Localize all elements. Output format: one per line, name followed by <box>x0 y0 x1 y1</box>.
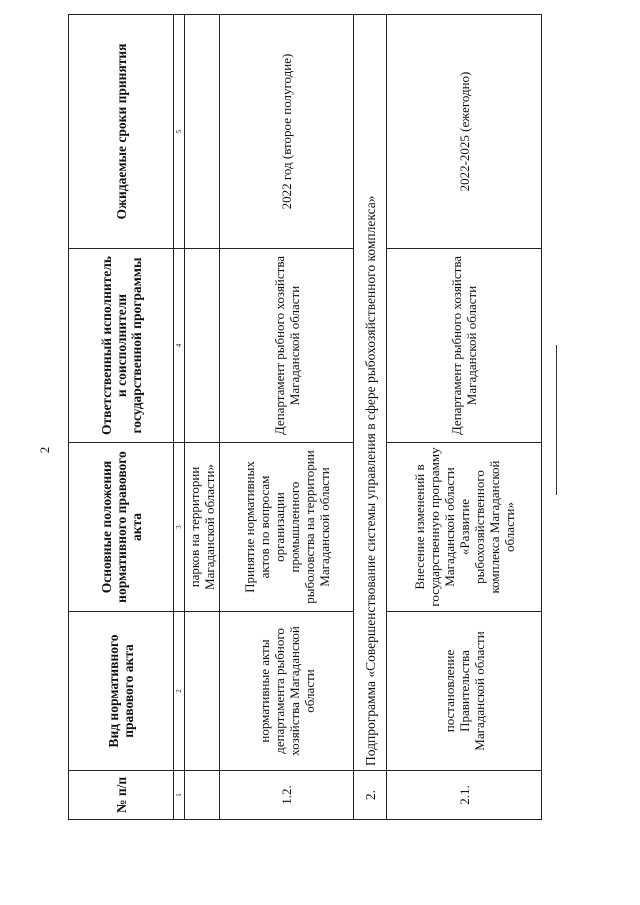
column-number: 1 <box>174 771 185 820</box>
table-header-row <box>69 15 174 820</box>
table-cell <box>185 612 220 771</box>
table-cell <box>185 771 220 820</box>
subprogram-row <box>354 15 387 820</box>
header-deadline: Ожидаемые сроки принятия <box>69 15 174 249</box>
executor-cell: Департамент рыбного хозяйства Магаданской области <box>387 249 542 443</box>
table-cell <box>185 15 220 249</box>
row-number: 1.2. <box>220 771 354 820</box>
table-cell <box>185 249 220 443</box>
provisions-cell: Принятие нормативных актов по вопросам организации промышленного рыболовства на территории Магаданской области <box>220 443 354 612</box>
executor-cell: Департамент рыбного хозяйства Магаданской области <box>220 249 354 443</box>
act-type-cell: нормативные акты департамента рыбного хозяйства Магаданской области <box>220 612 354 771</box>
column-number: 3 <box>174 443 185 612</box>
table-row-1-2 <box>220 15 354 820</box>
rotated-table-container <box>68 43 517 820</box>
column-number: 5 <box>174 15 185 249</box>
column-number: 2 <box>174 612 185 771</box>
header-executor: Ответственный исполнитель и соисполнители государственной программы <box>69 249 174 443</box>
subprogram-number: 2. <box>354 771 387 820</box>
footer-divider <box>556 345 557 495</box>
column-number-row <box>174 15 185 820</box>
table-row-continuation <box>185 15 220 820</box>
table-row-2-1 <box>387 15 542 820</box>
act-type-cell: постановление Правительства Магаданской области <box>387 612 542 771</box>
page-number: 2 <box>37 446 52 454</box>
normative-acts-table <box>68 14 542 820</box>
subprogram-title: Подпрограмма «Совершенствование системы управления в сфере рыбохозяйственного комплекса» <box>354 15 387 771</box>
deadline-cell: 2022-2025 (ежегодно) <box>387 15 542 249</box>
provisions-cell: Внесение изменений в государственную программу Магаданской области «Развитие рыбохозяйственного комплекса Магаданской области» <box>387 443 542 612</box>
deadline-cell: 2022 год (второе полугодие) <box>220 15 354 249</box>
table-cell: парков на территории Магаданской области» <box>185 443 220 612</box>
header-act-type: Вид нормативного правового акта <box>69 612 174 771</box>
header-main-provisions: Основные положения нормативного правового акта <box>69 443 174 612</box>
row-number: 2.1. <box>387 771 542 820</box>
column-number: 4 <box>174 249 185 443</box>
header-number: № п/п <box>69 771 174 820</box>
